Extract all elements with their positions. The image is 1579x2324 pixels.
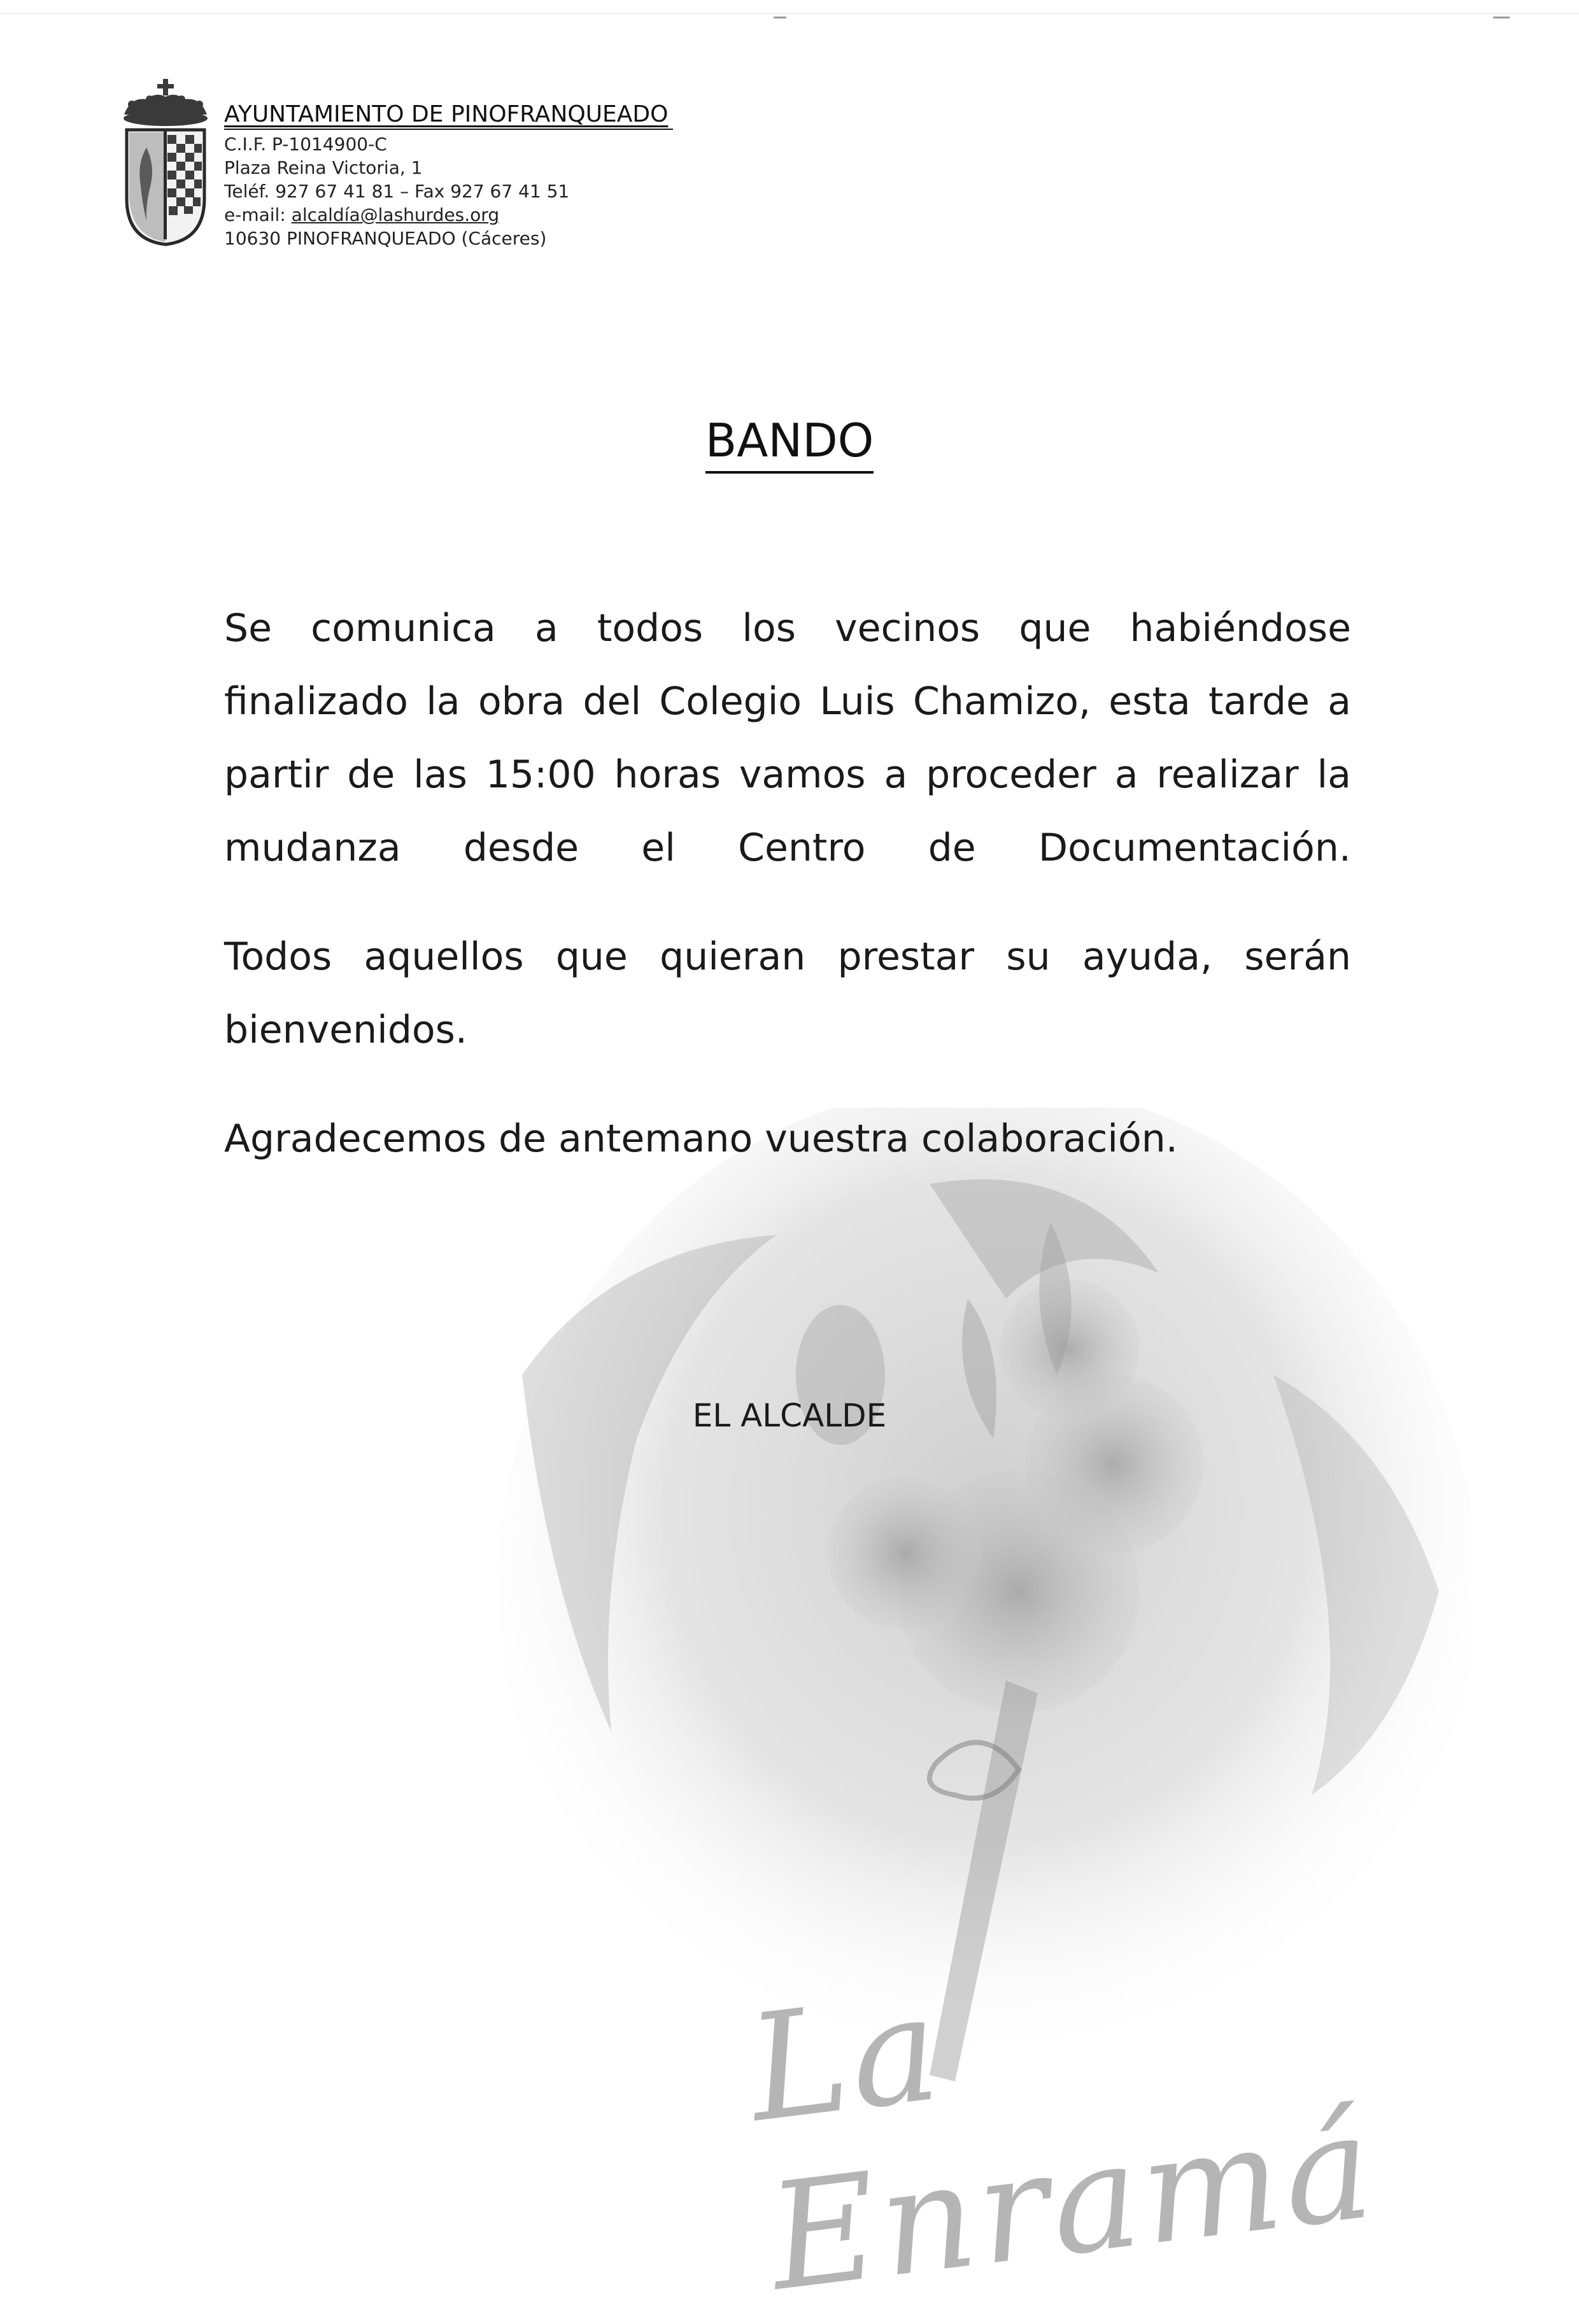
scan-edge-line — [0, 13, 1579, 14]
letterhead — [224, 101, 673, 250]
scan-mark-1 — [774, 17, 786, 18]
phone-fax-line: Teléf. 927 67 41 81 – Fax 927 67 41 51 — [224, 181, 570, 202]
email-link[interactable]: alcaldía@lashurdes.org — [291, 204, 500, 225]
email-label: e-mail: — [224, 204, 292, 225]
coat-of-arms-icon — [118, 78, 213, 250]
cif-line: C.I.F. P-1014900-C — [224, 134, 387, 155]
notice-paragraph-3: Agradecemos de antemano vuestra colaboración. — [224, 1116, 1178, 1161]
notice-body — [224, 592, 1351, 1176]
address-line: Plaza Reina Victoria, 1 — [224, 157, 423, 178]
organization-name: AYUNTAMIENTO DE PINOFRANQUEADO — [224, 101, 673, 130]
postal-line: 10630 PINOFRANQUEADO (Cáceres) — [224, 228, 547, 249]
email-line — [224, 203, 673, 227]
notice-title: BANDO — [0, 414, 1579, 467]
notice-paragraph-2: Todos aquellos que quieran prestar su ayuda, serán bienvenidos. — [224, 934, 1351, 1052]
signer: EL ALCALDE — [692, 1397, 887, 1434]
notice-paragraph-1: Se comunica a todos los vecinos que habiéndose finalizado la obra del Colegio Luis Chamizo, esta tarde a partir de las 15:00 horas vamos a proceder a realizar la mudanza desde el Centro de Documentación. — [224, 606, 1351, 870]
brand-watermark-text: La Enramá — [740, 1962, 1385, 2324]
scan-mark-2 — [1493, 17, 1510, 18]
